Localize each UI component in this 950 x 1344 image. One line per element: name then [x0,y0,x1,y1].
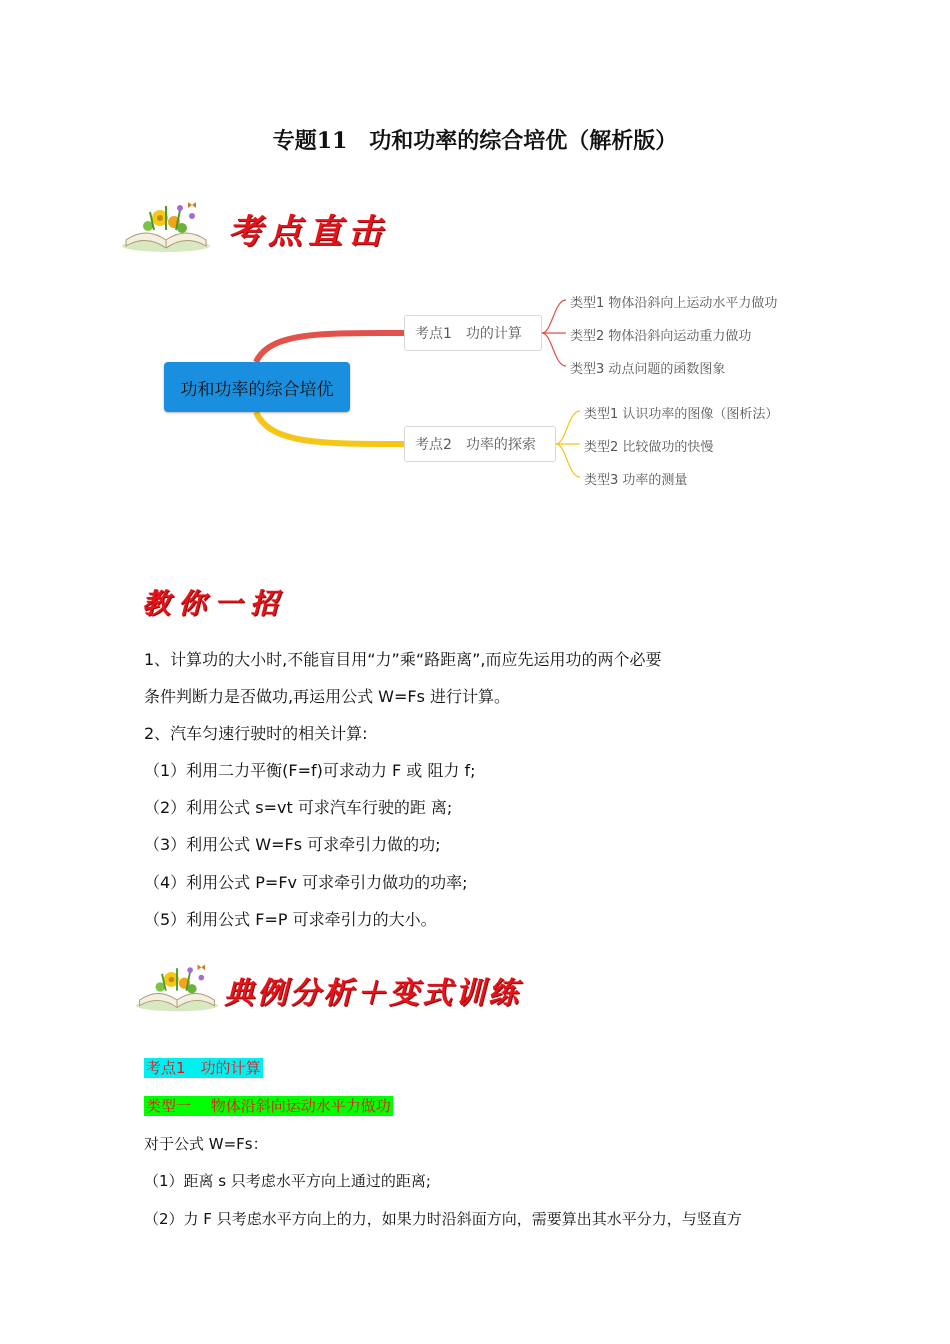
banner-exam-points-text: 考点直击 [228,212,388,252]
tip-line: 2、汽车匀速行驶时的相关计算: [144,724,368,743]
section-line: （2）力 F 只考虑水平方向上的力，如果力时沿斜面方向，需要算出其水平分力，与竖直方 [144,1210,742,1228]
tip-line: （5）利用公式 F=P 可求牵引力的大小。 [144,910,437,929]
mindmap-leaf: 类型2 比较做功的快慢 [584,440,714,455]
tip-line: 条件判断力是否做功,再运用公式 W=Fs 进行计算。 [144,687,511,706]
section-line: 对于公式 W=Fs： [144,1135,268,1153]
open-book-flowers-icon [134,958,220,1014]
type-highlight: 类型一 物体沿斜向运动水平力做功 [146,1097,391,1115]
section-topic [144,1057,263,1078]
mindmap-root: 功和功率的综合培优 [164,362,350,412]
banner-examples-text: 典例分析＋变式训练 [224,976,521,1011]
section-line: （1）距离 s 只考虑水平方向上通过的距离; [144,1172,431,1190]
tip-line: （1）利用二力平衡(F=f)可求动力 F 或 阻力 f; [144,761,476,780]
banner-teach-tip-text: 教你一招 [142,587,287,620]
mindmap-leaf: 类型2 物体沿斜向运动重力做功 [570,329,752,344]
page-title: 专题11 功和功率的综合培优（解析版） [272,128,678,154]
mindmap-branch-work: 考点1 功的计算 [404,315,542,351]
mindmap-branch-power: 考点2 功率的探索 [404,426,556,462]
mindmap-leaf: 类型1 物体沿斜向上运动水平力做功 [570,296,778,311]
section-type [144,1095,393,1116]
mindmap-leaf: 类型1 认识功率的图像（图析法） [584,407,779,422]
banner-examples [134,958,554,1018]
tip-line: 1、计算功的大小时,不能盲目用“力”乘“路距离”,而应先运用功的两个必要 [144,650,662,669]
tip-line: （4）利用公式 P=Fv 可求牵引力做功的功率; [144,873,468,892]
tip-line: （2）利用公式 s=vt 可求汽车行驶的距 离; [144,798,453,817]
tip-line: （3）利用公式 W=Fs 可求牵引力做的功; [144,835,441,854]
mindmap-leaf: 类型3 动点问题的函数图象 [570,362,726,377]
mindmap-leaf: 类型3 功率的测量 [584,473,688,488]
topic-highlight: 考点1 功的计算 [146,1059,261,1077]
